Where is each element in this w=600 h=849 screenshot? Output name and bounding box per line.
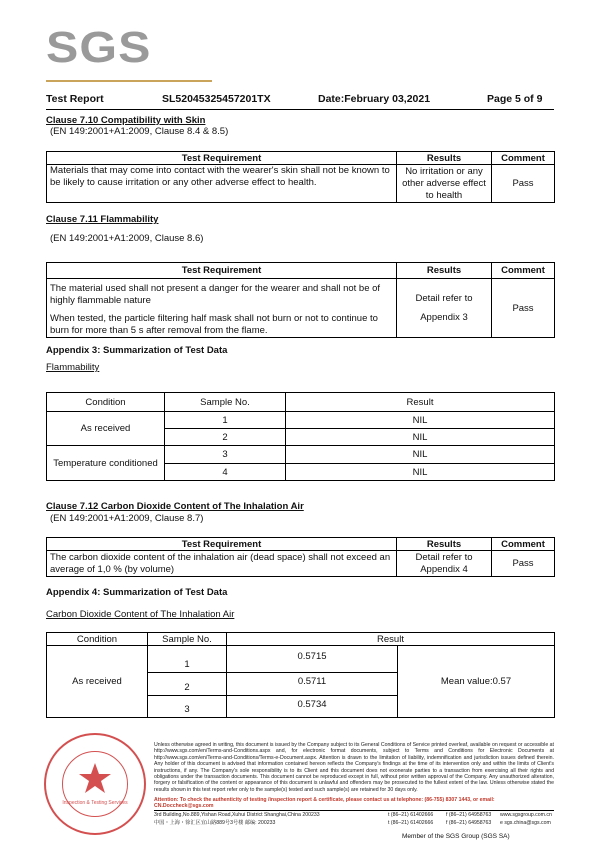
col-comment: Comment <box>492 263 555 279</box>
clause-711-result-line2: Appendix 3 <box>420 312 468 323</box>
appendix-3-title: Appendix 3: Summarization of Test Data <box>46 345 228 356</box>
a3-sample: 4 <box>165 464 286 481</box>
col-results: Results <box>397 538 492 551</box>
clause-710-requirement: Materials that may come into contact with the wearer's skin shall not be known to be likely to cause irritation or any other adverse effect to health. <box>47 165 397 203</box>
col-comment: Comment <box>492 538 555 551</box>
a4-value: 0.5711 <box>227 673 398 696</box>
clause-711-ref: (EN 149:2001+A1:2009, Clause 8.6) <box>50 233 204 244</box>
appendix-3-subtitle: Flammability <box>46 362 100 373</box>
footer-web: www.sgsgroup.com.cn <box>500 812 552 818</box>
sgs-logo: SGS <box>46 23 152 72</box>
a4-header-result: Result <box>227 633 555 646</box>
report-number: SL52045325457201TX <box>162 93 271 105</box>
a3-header-sample: Sample No. <box>165 393 286 412</box>
page-number: Page 5 of 9 <box>487 93 543 105</box>
clause-710-title: Clause 7.10 Compatibility with Skin <box>46 115 206 126</box>
clause-711-requirement-1: The material used shall not present a danger for the wearer and shall not be of highly flammable nature <box>50 283 381 306</box>
appendix-4-title: Appendix 4: Summarization of Test Data <box>46 587 228 598</box>
footer-fax-2: f (86–21) 64958763 <box>446 820 492 826</box>
clause-712-table <box>46 537 555 577</box>
report-date: Date:February 03,2021 <box>318 93 431 105</box>
a3-condition-as-received: As received <box>47 412 165 446</box>
clause-710-table <box>46 151 555 203</box>
seal-star-icon <box>78 762 112 794</box>
col-results: Results <box>397 152 492 165</box>
clause-712-ref: (EN 149:2001+A1:2009, Clause 8.7) <box>50 513 204 524</box>
a3-result: NIL <box>286 464 555 481</box>
a3-result: NIL <box>286 412 555 429</box>
a3-sample: 1 <box>165 412 286 429</box>
footer-tel: t (86–21) 61402666 <box>388 812 434 818</box>
clause-712-result <box>397 551 492 577</box>
a3-result: NIL <box>286 446 555 464</box>
a3-sample: 3 <box>165 446 286 464</box>
footer-tel-2: t (86–21) 61402666 <box>388 820 434 826</box>
clause-710-ref: (EN 149:2001+A1:2009, Clause 8.4 & 8.5) <box>50 126 229 137</box>
clause-712-title: Clause 7.12 Carbon Dioxide Content of The Inhalation Air <box>46 501 304 512</box>
a3-header-condition: Condition <box>47 393 165 412</box>
a4-sample: 3 <box>148 696 227 718</box>
footer-attention: Attention: To check the authenticity of testing /inspection report & certificate, please contact us at telephone: (86-755) 8307 1443, or email: CN.Doccheck@sgs.com <box>154 797 495 810</box>
a4-header-condition: Condition <box>47 633 148 646</box>
appendix-4-subtitle: Carbon Dioxide Content of The Inhalation Air <box>46 609 235 620</box>
footer-fax: f (86–21) 64958763 <box>446 812 492 818</box>
a4-sample: 1 <box>148 646 227 673</box>
appendix-3-table <box>46 392 555 481</box>
a3-condition-temperature: Temperature conditioned <box>47 446 165 481</box>
clause-711-comment: Pass <box>492 279 555 338</box>
col-test-requirement: Test Requirement <box>47 263 397 279</box>
footer-address-en: 3rd Building,No.889,Yishan Road,Xuhui District Shanghai,China 200233 <box>154 812 320 818</box>
clause-712-result-line2: Appendix 4 <box>420 563 468 575</box>
header-rule <box>46 109 554 110</box>
a4-header-sample: Sample No. <box>148 633 227 646</box>
seal-caption: Inspection & Testing Services <box>62 800 128 806</box>
footer-address-cn: 中国・上海・徐汇区宜山路889号3号楼 邮编: 200233 <box>154 820 276 826</box>
a4-sample: 2 <box>148 673 227 696</box>
report-label: Test Report <box>46 93 104 105</box>
a4-value: 0.5734 <box>227 696 398 718</box>
appendix-4-table <box>46 632 555 718</box>
a3-result: NIL <box>286 429 555 446</box>
clause-711-result <box>397 279 492 338</box>
a3-header-result: Result <box>286 393 555 412</box>
clause-711-table <box>46 262 555 338</box>
footer-member: Member of the SGS Group (SGS SA) <box>402 833 510 840</box>
clause-710-result: No irritation or any other adverse effect to health <box>397 165 492 203</box>
a4-condition-as-received: As received <box>47 646 148 718</box>
logo-underline <box>46 80 212 82</box>
clause-711-requirement-cell <box>47 279 397 338</box>
a4-mean-value: Mean value:0.57 <box>398 646 555 718</box>
a3-sample: 2 <box>165 429 286 446</box>
col-results: Results <box>397 263 492 279</box>
footer-disclaimer: Unless otherwise agreed in writing, this document is issued by the Company subject to its General Conditions of Service printed overleaf, available on request or accessible at http://www.sgs.com/en/Terms-and-Conditions.aspx and, for electronic format documents, subject to Terms and Conditions for Electronic Documents at http://www.sgs.com/en/Terms-and-Conditions/Terms-e-Document.aspx. Attention is drawn to the limitation of liability, indemnification and jurisdiction issues defined therein. Any holder of this document is advised that information contained hereon reflects the Company's findings at the time of its intervention only and within the limits of Client's instructions, if any. The Company's sole responsibility is to its Client and this document does not exonerate parties to a transaction from exercising all their rights and obligations under the transaction documents. This document cannot be reproduced except in full, without prior written approval of the Company. Any unauthorized alteration, forgery or falsification of the content or appearance of this document is unlawful and offenders may be prosecuted to the fullest extent of the law. Unless otherwise stated the results shown in this test report refer only to the sample(s) tested and such sample(s) are retained for 30 days only. <box>154 742 554 793</box>
clause-712-result-line1: Detail refer to <box>415 551 473 563</box>
clause-711-requirement-2: When tested, the particle filtering half mask shall not burn or not to continue to burn for more than 5 s after removal from the flame. <box>50 313 378 336</box>
footer-rule <box>154 810 554 811</box>
clause-712-requirement: The carbon dioxide content of the inhalation air (dead space) shall not exceed an average of 1,0 % (by volume) <box>47 551 397 577</box>
clause-711-result-line1: Detail refer to <box>415 293 473 304</box>
a4-value: 0.5715 <box>227 646 398 673</box>
clause-711-title: Clause 7.11 Flammability <box>46 214 159 225</box>
clause-710-comment: Pass <box>492 165 555 203</box>
col-test-requirement: Test Requirement <box>47 152 397 165</box>
col-comment: Comment <box>492 152 555 165</box>
clause-712-comment: Pass <box>492 551 555 577</box>
footer-email: e sgs.china@sgs.com <box>500 820 551 826</box>
col-test-requirement: Test Requirement <box>47 538 397 551</box>
